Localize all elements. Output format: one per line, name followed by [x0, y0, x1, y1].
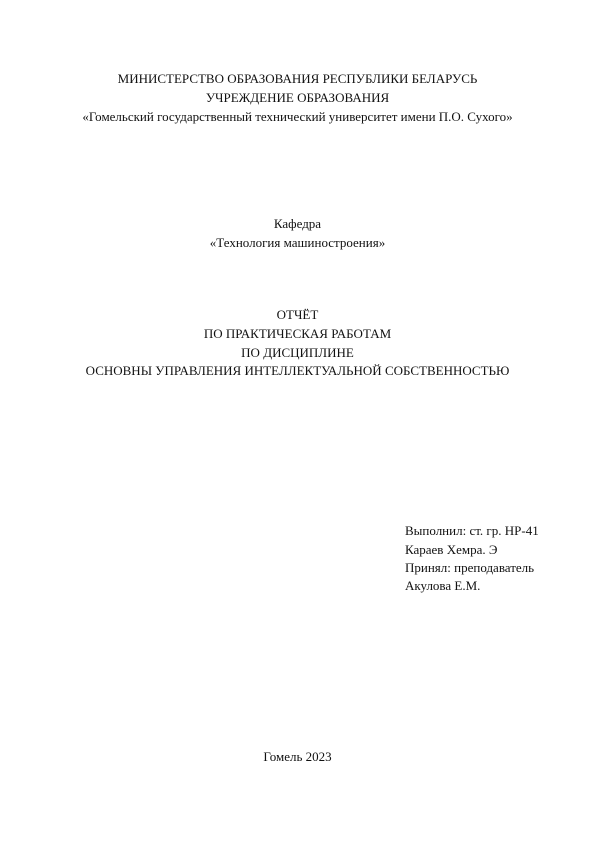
performed-by: Выполнил: ст. гр. НР-41: [405, 523, 539, 538]
institution-line: УЧРЕЖДЕНИЕ ОБРАЗОВАНИЯ: [205, 90, 390, 105]
ministry-line: МИНИСТЕРСТВО ОБРАЗОВАНИЯ РЕСПУБЛИКИ БЕЛАРУСЬ: [117, 71, 478, 86]
university-line: «Гомельский государственный технический университет имени П.О. Сухого»: [82, 109, 513, 124]
discipline-label: ПО ДИСЦИПЛИНЕ: [241, 345, 354, 360]
department-name: «Технология машиностроения»: [209, 235, 386, 250]
report-title: ОТЧЁТ: [276, 307, 319, 322]
teacher-name: Акулова Е.М.: [405, 578, 481, 593]
discipline-name: ОСНОВНЫ УПРАВЛЕНИЯ ИНТЕЛЛЕКТУАЛЬНОЙ СОБСТВЕННОСТЬЮ: [85, 363, 510, 378]
city-year: Гомель 2023: [263, 749, 332, 764]
accepted-by: Принял: преподаватель: [405, 560, 535, 575]
student-name: Караев Хемра. Э: [405, 542, 498, 557]
department-label: Кафедра: [273, 216, 322, 231]
report-subtitle: ПО ПРАКТИЧЕСКАЯ РАБОТАМ: [203, 326, 392, 341]
